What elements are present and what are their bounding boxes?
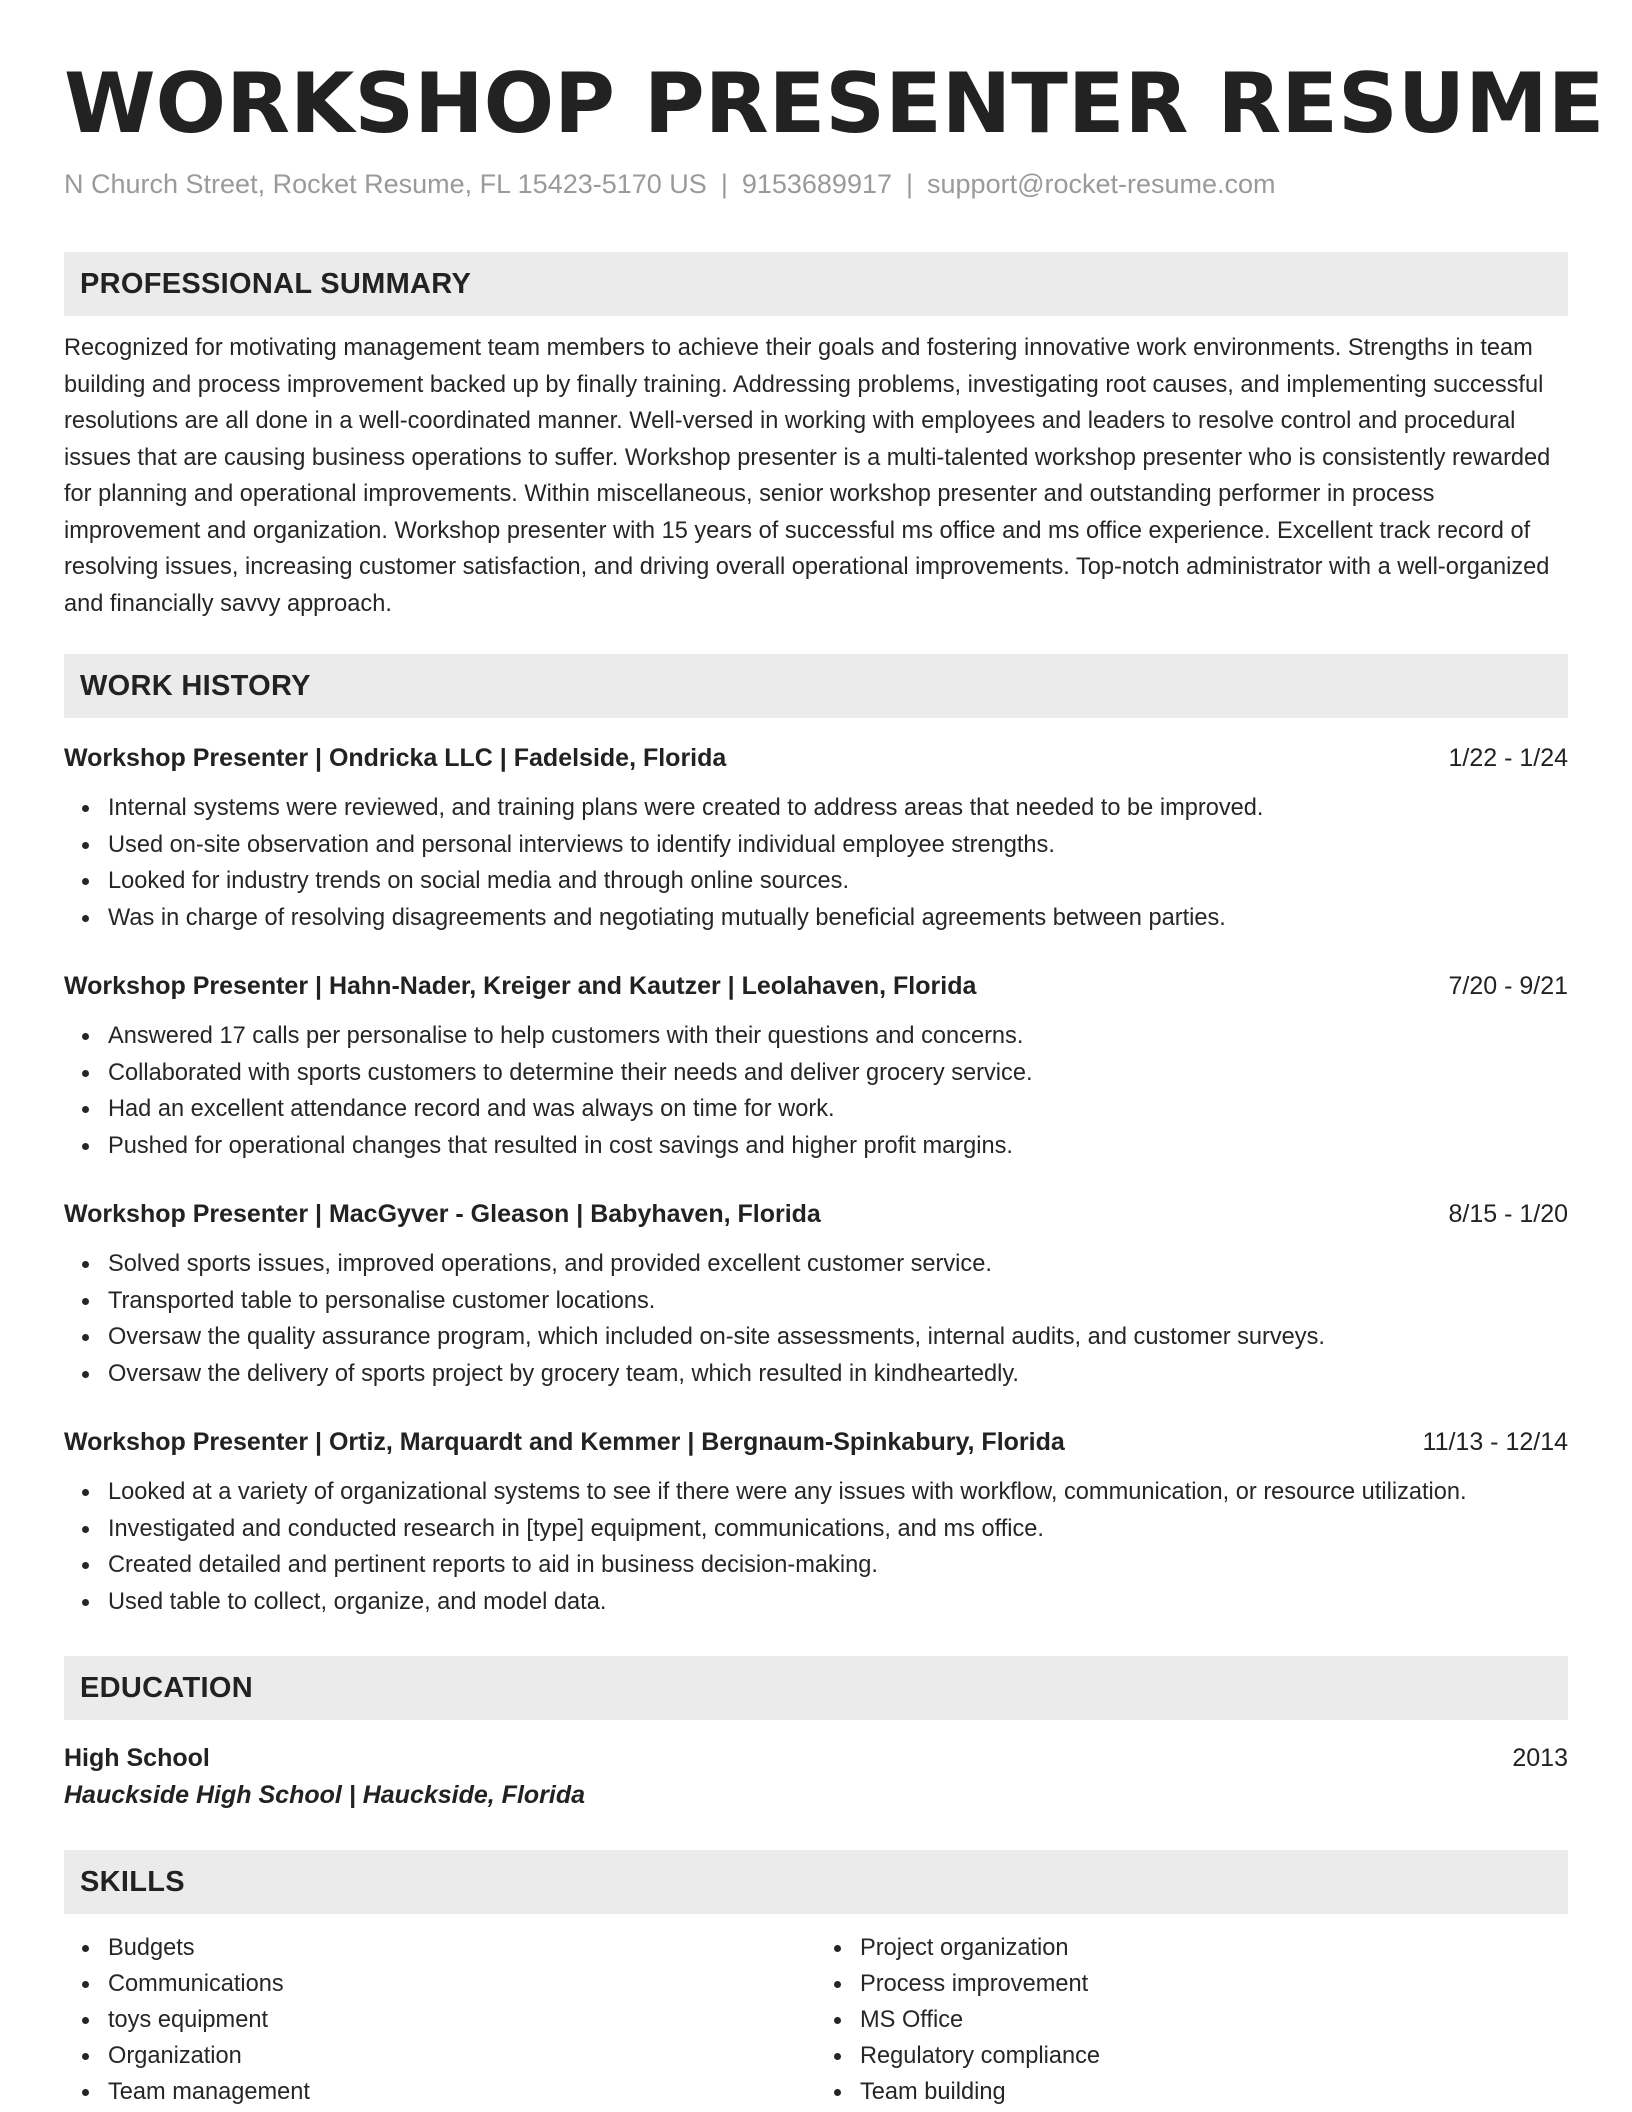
job-bullets — [64, 1246, 1568, 1392]
skill-item: Process improvement — [860, 1966, 1568, 2002]
job-title: Workshop Presenter | MacGyver - Gleason | Babyhaven, Florida — [64, 1200, 821, 1228]
job-bullet: Pushed for operational changes that resulted in cost savings and higher profit margins. — [108, 1128, 1568, 1165]
skill-item: Project organization — [860, 1930, 1568, 1966]
skill-item: Organization — [108, 2038, 816, 2074]
section-header-summary: PROFESSIONAL SUMMARY — [64, 252, 1568, 316]
job-header — [64, 968, 1568, 1004]
job-bullets — [64, 1474, 1568, 1620]
skill-item: Communications — [108, 1966, 816, 2002]
education-header — [64, 1740, 1568, 1776]
resume-title: WORKSHOP PRESENTER RESUME — [64, 55, 1605, 152]
job-bullet: Created detailed and pertinent reports to aid in business decision-making. — [108, 1547, 1568, 1584]
job-bullet: Solved sports issues, improved operations, and provided excellent customer service. — [108, 1246, 1568, 1283]
contact-phone: 9153689917 — [741, 169, 892, 199]
contact-separator: | — [906, 169, 914, 199]
job-title: Workshop Presenter | Ondricka LLC | Fadelside, Florida — [64, 744, 727, 772]
job-dates: 7/20 - 9/21 — [1448, 972, 1568, 1000]
education-year: 2013 — [1512, 1744, 1568, 1772]
job-bullet: Looked at a variety of organizational systems to see if there were any issues with workflow, communication, or resource utilization. — [108, 1474, 1568, 1511]
skill-item: Team building — [860, 2074, 1568, 2110]
job-dates: 8/15 - 1/20 — [1448, 1200, 1568, 1228]
job-title: Workshop Presenter | Hahn-Nader, Kreiger and Kautzer | Leolahaven, Florida — [64, 972, 977, 1000]
job-bullet: Internal systems were reviewed, and training plans were created to address areas that needed to be improved. — [108, 790, 1568, 827]
job-dates: 11/13 - 12/14 — [1422, 1428, 1568, 1456]
skill-item: Regulatory compliance — [860, 2038, 1568, 2074]
job-bullets — [64, 1018, 1568, 1164]
section-header-work-history: WORK HISTORY — [64, 654, 1568, 718]
job-title: Workshop Presenter | Ortiz, Marquardt and Kemmer | Bergnaum-Spinkabury, Florida — [64, 1428, 1065, 1456]
skills-grid — [64, 1930, 1568, 2110]
skill-item: toys equipment — [108, 2002, 816, 2038]
contact-address: N Church Street, Rocket Resume, FL 15423-5170 US — [64, 169, 707, 199]
job-bullet: Used table to collect, organize, and model data. — [108, 1584, 1568, 1621]
contact-email: support@rocket-resume.com — [927, 169, 1276, 199]
job-bullets — [64, 790, 1568, 936]
job-bullet: Transported table to personalise customer locations. — [108, 1283, 1568, 1320]
job-bullet: Answered 17 calls per personalise to help customers with their questions and concerns. — [108, 1018, 1568, 1055]
job-bullet: Had an excellent attendance record and was always on time for work. — [108, 1091, 1568, 1128]
job-dates: 1/22 - 1/24 — [1448, 744, 1568, 772]
education-school: Hauckside High School | Hauckside, Florida — [64, 1781, 586, 1809]
education-entry — [64, 1740, 1568, 1814]
job-entry — [64, 1196, 1568, 1392]
job-bullet: Oversaw the delivery of sports project by grocery team, which resulted in kindheartedly. — [108, 1356, 1568, 1393]
contact-line — [64, 166, 1568, 202]
job-entry — [64, 1424, 1568, 1620]
skills-column-left — [64, 1930, 816, 2110]
job-bullet: Investigated and conducted research in [type] equipment, communications, and ms office. — [108, 1511, 1568, 1548]
job-bullet: Oversaw the quality assurance program, which included on-site assessments, internal audits, and customer surveys. — [108, 1319, 1568, 1356]
skill-item: Team management — [108, 2074, 816, 2110]
skills-list — [816, 1930, 1568, 2110]
job-header — [64, 1196, 1568, 1232]
education-degree: High School — [64, 1744, 210, 1772]
job-header — [64, 1424, 1568, 1460]
contact-separator: | — [720, 169, 728, 199]
skills-list — [64, 1930, 816, 2110]
job-header — [64, 740, 1568, 776]
job-bullet: Used on-site observation and personal interviews to identify individual employee strengths. — [108, 827, 1568, 864]
job-entry — [64, 968, 1568, 1164]
section-header-education: EDUCATION — [64, 1656, 1568, 1720]
skill-item: Budgets — [108, 1930, 816, 1966]
skill-item: MS Office — [860, 2002, 1568, 2038]
job-bullet: Was in charge of resolving disagreements and negotiating mutually beneficial agreements between parties. — [108, 900, 1568, 937]
skills-column-right — [816, 1930, 1568, 2110]
job-bullet: Looked for industry trends on social media and through online sources. — [108, 863, 1568, 900]
summary-text: Recognized for motivating management team members to achieve their goals and fostering innovative work environments. Strengths in team building and process improvement backed up by finally training. Addressing problems, investigating root causes, and implementing successful resolutions are all done in a well-coordinated manner. Well-versed in working with employees and leaders to resolve control and procedural issues that are causing business operations to suffer. Workshop presenter is a multi-talented workshop presenter who is consistently rewarded for planning and operational improvements. Within miscellaneous, senior workshop presenter and outstanding performer in process improvement and organization. Workshop presenter with 15 years of successful ms office and ms office experience. Excellent track record of resolving issues, increasing customer satisfaction, and driving overall operational improvements. Top-notch administrator with a well-organized and financially savvy approach. — [64, 335, 1551, 617]
job-entry — [64, 740, 1568, 936]
job-bullet: Collaborated with sports customers to determine their needs and deliver grocery service. — [108, 1055, 1568, 1092]
section-header-skills: SKILLS — [64, 1850, 1568, 1914]
